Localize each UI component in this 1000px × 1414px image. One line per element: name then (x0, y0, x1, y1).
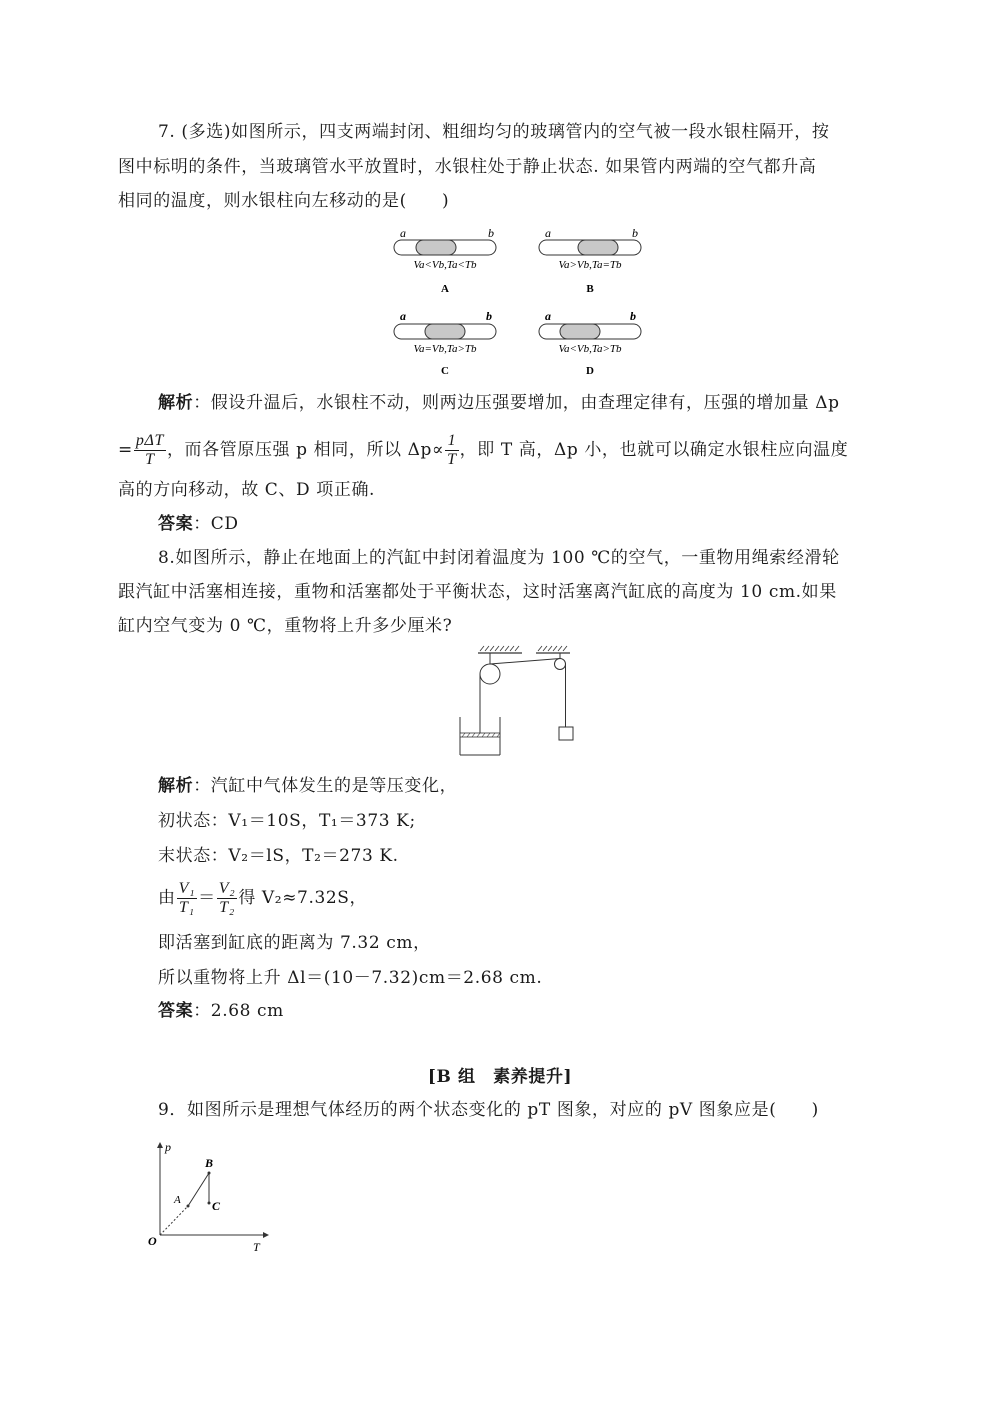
q7-tube-figures (380, 222, 670, 382)
tube-b-condition: Va>Vb,Ta=Tb (558, 259, 622, 271)
tube-figure-b (539, 226, 641, 295)
tube-b-end-a: a (545, 226, 551, 240)
q7-answer-line (158, 513, 239, 535)
tube-d-label: D (586, 365, 594, 377)
p-axis-label: p (165, 1140, 171, 1154)
q8-answer-line (158, 1000, 284, 1022)
tube-a-end-b: b (488, 226, 494, 240)
t-axis-label: T (253, 1240, 260, 1254)
q7-fraction-2-num: 1 (445, 432, 459, 451)
q7-line-3: 相同的温度，则水银柱向左移动的是( ) (118, 191, 450, 211)
tube-a-label: A (441, 283, 449, 295)
origin-label: O (148, 1234, 157, 1248)
tube-a-end-a: a (400, 226, 406, 240)
q8-answer: ：2.68 cm (193, 1001, 284, 1021)
q8-answer-label: 答案 (158, 1001, 194, 1021)
point-b-label: B (205, 1156, 214, 1170)
q8-fraction-1 (177, 880, 198, 917)
q8-line-1: 8.如图所示，静止在地面上的汽缸中封闭着温度为 100 ℃的空气，一重物用绳索经滑轮 (158, 548, 840, 568)
q7-analysis-line-2 (118, 432, 848, 469)
q7-analysis-text-3: ，即 T 高，Δp 小，也就可以确定水银柱应向温度 (459, 440, 849, 460)
q7-fraction-2 (445, 432, 459, 469)
q8-analysis-line-4 (158, 880, 367, 917)
q8-analysis-line-5: 即活塞到缸底的距离为 7.32 cm， (158, 933, 431, 953)
q8-line-3: 缸内空气变为 0 ℃，重物将上升多少厘米? (118, 616, 453, 636)
q8-fraction-2 (217, 880, 238, 917)
q9-pt-graph (145, 1135, 280, 1260)
q7-analysis-text-1: ：假设升温后，水银柱不动，则两边压强要增加，由查理定律有，压强的增加量 Δp (193, 393, 840, 413)
q8-analysis-prefix: 由 (158, 888, 176, 908)
q7-fraction-1-num: pΔT (135, 432, 164, 449)
q7-line-1: 7. (多选)如图所示，四支两端封闭、粗细均匀的玻璃管内的空气被一段水银柱隔开，按 (158, 122, 830, 142)
tube-a-condition: Va<Vb,Ta<Tb (413, 259, 477, 271)
point-c-label: C (212, 1199, 221, 1213)
q8-analysis-line-6: 所以重物将上升 Δl＝(10－7.32)cm＝2.68 cm. (158, 968, 543, 988)
q7-analysis-line-1 (158, 392, 840, 414)
q7-analysis-line-3: 高的方向移动，故 C、D 项正确. (118, 480, 376, 500)
tube-c-condition: Va=Vb,Ta>Tb (413, 343, 477, 355)
tube-d-end-b: b (630, 309, 636, 323)
tube-d-condition: Va<Vb,Ta>Tb (558, 343, 622, 355)
tube-figure-d (539, 309, 641, 377)
q7-eq-sign: = (118, 440, 133, 460)
tube-c-end-b: b (486, 309, 492, 323)
tube-b-label: B (586, 283, 594, 295)
q8-analysis-text-1: ：汽缸中气体发生的是等压变化， (193, 776, 458, 796)
dashed-line-oa (160, 1206, 188, 1235)
point-a-label: A (174, 1194, 181, 1206)
q8-fraction-1-den: T₁ (179, 899, 195, 916)
q9-line-1: 9．如图所示是理想气体经历的两个状态变化的 pT 图象，对应的 pV 图象应是( ) (158, 1100, 819, 1120)
line-ab (188, 1173, 209, 1206)
q8-fraction-1-num: V₁ (178, 880, 196, 897)
q7-line-2: 图中标明的条件，当玻璃管水平放置时，水银柱处于静止状态. 如果管内两端的空气都升高 (118, 157, 817, 177)
q7-answer: ：CD (193, 514, 239, 534)
q7-analysis-text-2: ，而各管原压强 p 相同，所以 Δp∝ (166, 440, 445, 460)
q8-analysis-line-3: 末状态：V₂＝lS，T₂＝273 K. (158, 846, 399, 866)
tube-b-end-b: b (632, 226, 638, 240)
tube-c-label: C (441, 365, 449, 377)
q8-analysis-line-1 (158, 775, 457, 797)
q7-fraction-1-den: T (145, 451, 155, 468)
q8-line-2: 跟汽缸中活塞相连接，重物和活塞都处于平衡状态，这时活塞离汽缸底的高度为 10 cm.如果 (118, 582, 837, 602)
q8-analysis-text-4: 得 V₂≈7.32S， (238, 888, 368, 908)
q8-fraction-2-den: T₂ (219, 899, 235, 916)
q8-analysis-label: 解析 (158, 776, 194, 796)
q7-answer-label: 答案 (158, 514, 194, 534)
q8-eq-sign: ＝ (198, 888, 216, 908)
tube-c-end-a: a (400, 309, 406, 323)
tube-d-end-a: a (545, 309, 551, 323)
tube-figure-a (394, 226, 496, 295)
q8-analysis-line-2: 初状态：V₁＝10S，T₁＝373 K; (158, 811, 416, 831)
section-title: [B 组 素养提升] (427, 1067, 573, 1087)
q7-fraction-2-den: T (447, 451, 457, 468)
q7-analysis-label: 解析 (158, 393, 194, 413)
tube-figure-c (394, 309, 496, 377)
q8-fraction-2-num: V₂ (218, 880, 236, 897)
q7-fraction-1 (134, 432, 166, 469)
q8-pulley-cylinder-figure (450, 645, 600, 760)
